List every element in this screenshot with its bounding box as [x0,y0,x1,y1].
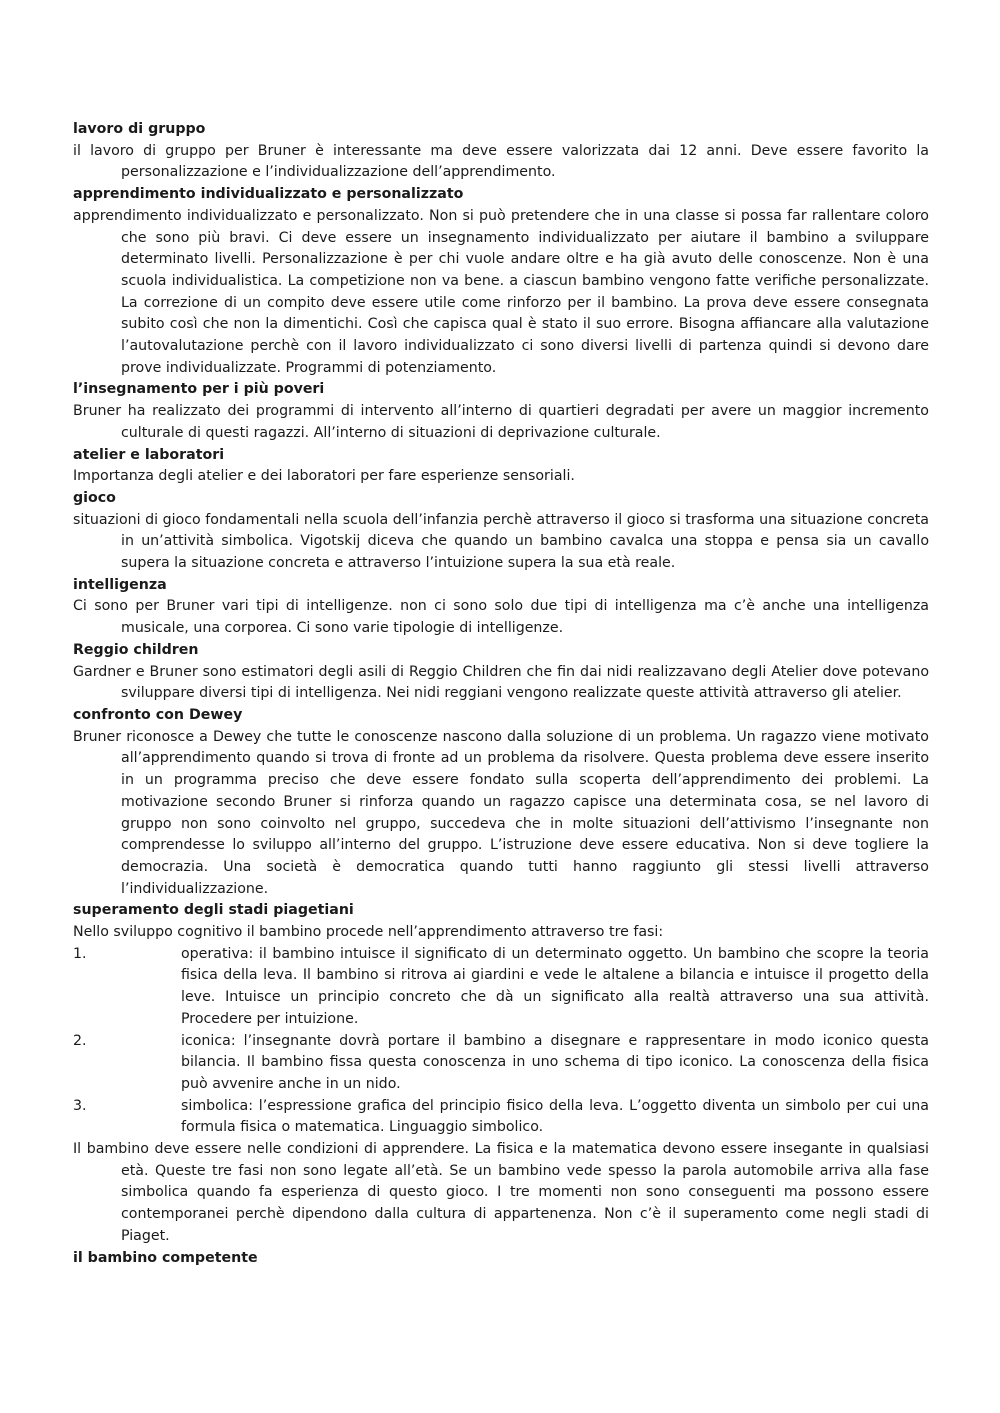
document-page [73,119,929,1269]
list-text: operativa: il bambino intuisce il significato di un determinato oggetto. Un bambino che scopre la teoria fisica della leva. Il bambino si ritrova ai giardini e vede le altalene a bilancia e intuisce il progetto della leve. Intuisce un principio concreto che dà un significato alla realtà attraverso una sua attività. Procedere per intuizione. [181,945,929,1027]
section-paragraph: Bruner riconosce a Dewey che tutte le conoscenze nascono dalla soluzione di un problema. Un ragazzo viene motivato all’apprendimento quando si trova di fronte ad un problema da risolvere. Questa problema deve essere inserito in un programma preciso che deve essere fondato sulla scoperta dell’apprendimento dei problemi. La motivazione secondo Bruner si rinforza quando un ragazzo capisce una determinata cosa, se nel lavoro di gruppo non sono coinvolto nel gruppo, succedeva che in molte situazioni dell’attivismo l’insegnante non comprendesse lo sviluppo all’interno del gruppo. L’istruzione deve essere educativa. Non si deve togliere la democrazia. Una società è democratica quando tutti hanno raggiunto gli stessi livelli attraverso l’individualizzazione. [73,728,929,897]
section-paragraph: Il bambino deve essere nelle condizioni di apprendere. La fisica e la matematica devono essere insegante in qualsiasi età. Queste tre fasi non sono legate all’età. Se un bambino vede spesso la parola automobile arriva alla fase simbolica quando fa esperienza di questo gioco. I tre momenti non sono conseguenti ma possono essere contemporanei perchè dipendono dalla cultura di appartenenza. Non c’è il superamento come negli stadi di Piaget. [73,1141,929,1244]
section-heading: confronto con Dewey [73,706,243,723]
section-heading: Reggio children [73,641,199,658]
section-paragraph: Bruner ha realizzato dei programmi di intervento all’interno di quartieri degradati per avere un maggior incremento culturale di questi ragazzi. All’interno di situazioni di deprivazione culturale. [73,403,929,441]
section-heading: superamento degli stadi piagetiani [73,902,354,919]
section-heading: il bambino competente [73,1249,258,1266]
section-paragraph: il lavoro di gruppo per Bruner è interessante ma deve essere valorizzata dai 12 anni. Deve essere favorito la personalizzazione e l’individualizzazione dell’apprendimento. [73,142,929,181]
section-heading: atelier e laboratori [73,446,225,463]
section-heading: apprendimento individualizzato e personalizzato [73,186,464,203]
list-text: simbolica: l’espressione grafica del principio fisico della leva. L’oggetto diventa un simbolo per cui una formula fisica o matematica. Linguaggio simbolico. [181,1097,929,1136]
section-heading: lavoro di gruppo [73,121,206,137]
list-number: 2. [73,1032,87,1049]
section-paragraph: Ci sono per Bruner vari tipi di intelligenze. non ci sono solo due tipi di intelligenza ma c’è anche una intelligenza musicale, una corporea. Ci sono varie tipologie di intelligenze. [73,598,929,637]
list-item [73,944,929,1031]
section-paragraph: situazioni di gioco fondamentali nella scuola dell’infanzia perchè attraverso il gioco si trasforma una situazione concreta in un’attività simbolica. Vigotskij diceva che quando un bambino cavalca una stoppa e pensa sia un cavallo supera la situazione concreta e attraverso l’intuizione supera la sua età reale. [73,511,929,572]
list-text: iconica: l’insegnante dovrà portare il bambino a disegnare e rappresentare in modo iconico questa bilancia. Il bambino fissa questa conoscenza in uno schema di tipo iconico. La conoscenza della fisica può avvenire anche in un nido. [181,1032,929,1092]
section-heading: intelligenza [73,576,167,593]
section-paragraph: Gardner e Bruner sono estimatori degli asili di Reggio Children che fin dai nidi realizzavano degli Atelier dove potevano sviluppare diversi tipi di intelligenza. Nei nidi reggiani vengono realizzate queste attività attraverso gli atelier. [73,663,929,702]
section-heading: gioco [73,489,116,506]
section-paragraph: apprendimento individualizzato e personalizzato. Non si può pretendere che in una classe si possa far rallentare coloro che sono più bravi. Ci deve essere un insegnamento individualizzato per aiutare il bambino a sviluppare determinato livelli. Personalizzazione è per chi vuole andare oltre e ha già avuto delle conoscenze. Non è una scuola individualistica. La competizione non va bene. a ciascun bambino vengono fatte verifiche personalizzate. La correzione di un compito deve essere utile come rinforzo per il bambino. La prova deve essere consegnata subito così che non la dimentichi. Così che capisca qual è stato il suo errore. Bisogna affiancare alla valutazione l’autovalutazione perchè con il lavoro individualizzato ci sono diversi livelli di partenza quindi si devono dare prove individualizzate. Programmi di potenziamento. [73,207,929,376]
section-heading: l’insegnamento per i più poveri [73,381,325,398]
list-item [73,1031,929,1096]
section-intro: Nello sviluppo cognitivo il bambino procede nell’apprendimento attraverso tre fasi: [73,924,664,941]
list-item [73,1096,929,1139]
list-number: 3. [73,1097,87,1114]
section-paragraph: Importanza degli atelier e dei laboratori per fare esperienze sensoriali. [73,468,575,485]
list-number: 1. [73,945,87,962]
